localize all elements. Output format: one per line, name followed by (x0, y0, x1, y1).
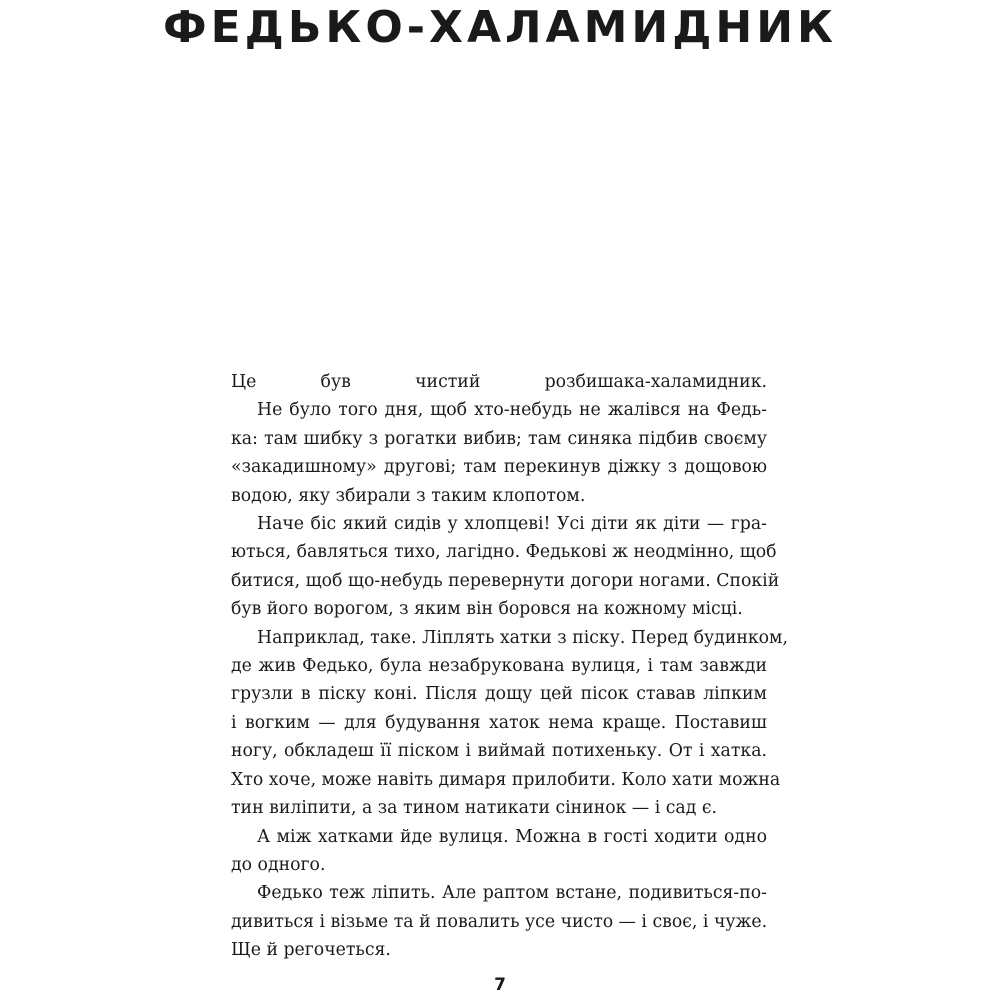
text-line: битися, щоб що-небудь перевернути догори ногами. Спокій (231, 570, 780, 591)
text-line: де жив Федько, була незабрукована вулиця, і там завжди (231, 656, 767, 677)
chapter-text (231, 368, 788, 965)
text-line: грузли в піску коні. Після дощу цей пісок ставав ліпким (231, 684, 767, 705)
text-line: «закадишному» другові; там перекинув діжку з дощовою (231, 457, 767, 478)
text-line: Ще й регочеться. (231, 940, 391, 961)
text-line: тин виліпити, а за тином натикати сінинок — і сад є. (231, 798, 718, 819)
text-line: Це був чистий розбишака-халамидник. (231, 372, 767, 392)
text-line: Наче біс який сидів у хлопцеві! Усі діти як діти — гра- (257, 514, 767, 535)
text-line: ються, бавляться тихо, лагідно. Федькові ж неодмінно, щоб (231, 542, 777, 563)
text-line: Хто хоче, може навіть димаря прилобити. Коло хати можна (231, 769, 781, 790)
text-line: А між хатками йде вулиця. Можна в гості ходити одно (257, 826, 767, 847)
text-line: Не було того дня, щоб хто-небудь не жалівся на Федь- (257, 400, 767, 421)
text-line: ногу, обкладеш її піском і виймай потихеньку. От і хатка. (231, 741, 767, 762)
text-line: Наприклад, таке. Ліплять хатки з піску. Перед будинком, (257, 627, 788, 648)
text-line: водою, яку збирали з таким клопотом. (231, 485, 586, 506)
text-line: ка: там шибку з рогатки вибив; там синяка підбив своєму (231, 428, 767, 449)
text-line: і вогким — для будування хаток нема краще. Поставиш (231, 712, 767, 733)
chapter-title: ФЕДЬКО-ХАЛАМИДНИК (162, 2, 838, 53)
text-line: до одного. (231, 854, 326, 875)
text-line: був його ворогом, з яким він боровся на кожному місці. (231, 599, 743, 620)
text-line: дивиться і візьме та й повалить усе чисто — і своє, і чуже. (231, 911, 768, 932)
text-line: Федько теж ліпить. Але раптом встане, подивиться-по- (257, 883, 767, 904)
page-number: 7 (494, 975, 506, 995)
